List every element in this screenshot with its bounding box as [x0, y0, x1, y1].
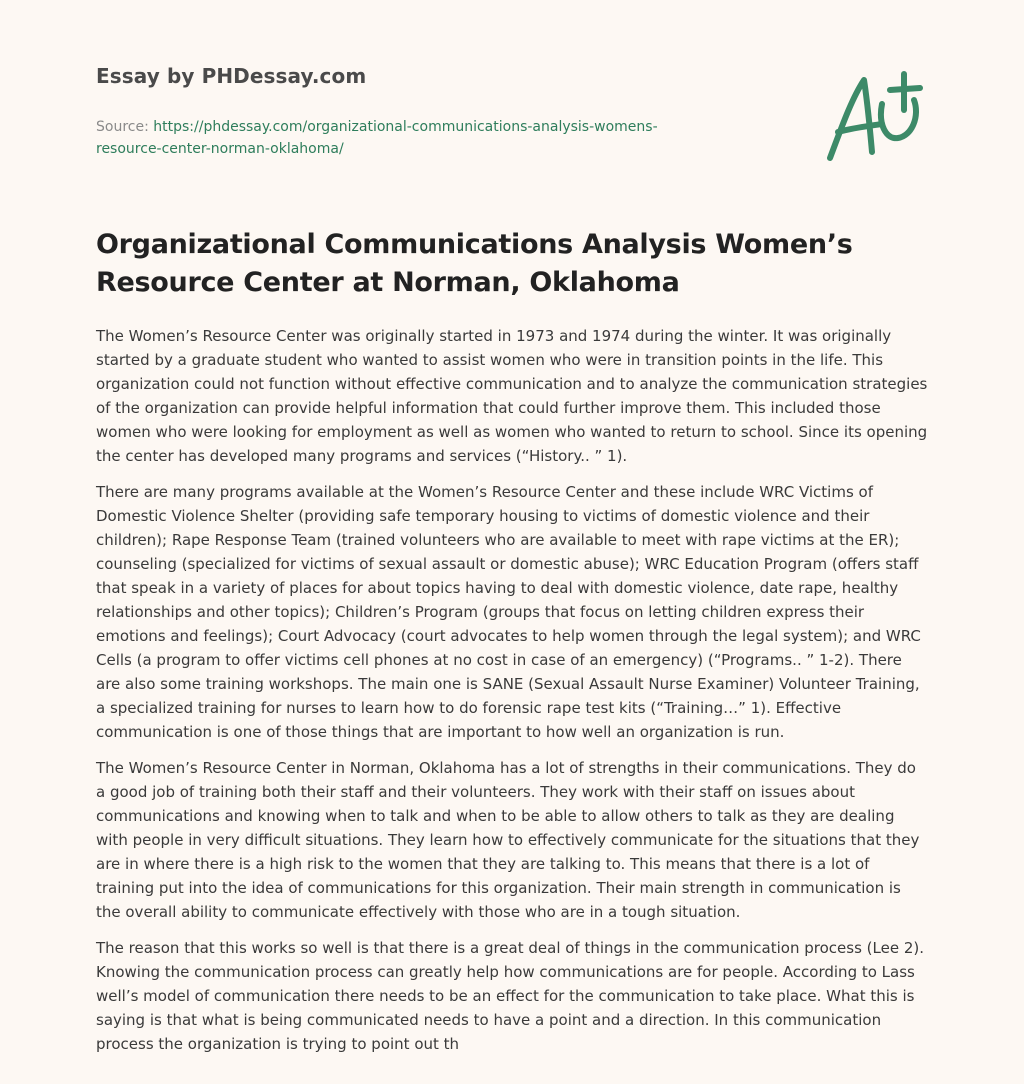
page-header — [96, 64, 796, 160]
paragraph: The Women’s Resource Center was originally started in 1973 and 1974 during the winter. It was originally started by a graduate student who wanted to assist women who were in transition points in the life. This organization could not function without effective communication and to analyze the communication strategies of the organization can provide helpful information that could further improve them. This included those women who were looking for employment as well as women who wanted to return to school. Since its opening the center has developed many programs and services (“History.. ” 1). — [96, 327, 928, 465]
paragraph: The reason that this works so well is that there is a great deal of things in the communication process (Lee 2). Knowing the communication process can greatly help how communications are for people. According to Lass well’s model of communication there needs to be an effect for the communication to take place. What this is saying is that what is being communicated needs to have a point and a direction. In this communication process the organization is trying to point out th — [96, 939, 924, 1053]
paragraph: There are many programs available at the Women’s Resource Center and these include WRC Victims of Domestic Violence Shelter (providing safe temporary housing to victims of domestic violence and their children); Rape Response Team (trained volunteers who are available to meet with rape victims at the ER); counseling (specialized for victims of sexual assault or domestic abuse); WRC Education Program (offers staff that speak in a variety of places for about topics having to deal with domestic violence, date rape, healthy relationships and other topics); Children’s Program (groups that focus on letting children express their emotions and feelings); Court Advocacy (court advocates to help women through the legal system); and WRC Cells (a program to offer victims cell phones at no cost in case of an emergency) (“Programs.. ” 1-2). There are also some training workshops. The main one is SANE (Sexual Assault Nurse Examiner) Volunteer Training, a specialized training for nurses to learn how to do forensic rape test kits (“Training…” 1). Effective communication is one of those things that are important to how well an organization is run. — [96, 483, 921, 741]
article-body — [96, 324, 928, 1068]
source-link[interactable] — [96, 119, 658, 157]
source-line — [96, 116, 716, 160]
a-plus-logo-icon — [820, 66, 930, 166]
article-title: Organizational Communications Analysis Women’s Resource Center at Norman, Oklahoma — [96, 229, 853, 298]
source-label: Source: — [96, 119, 149, 135]
source-url-line1: https://phdessay.com/organizational-communications-analysis-womens- — [153, 119, 658, 135]
paragraph: The Women’s Resource Center in Norman, Oklahoma has a lot of strengths in their communications. They do a good job of training both their staff and their volunteers. They work with their staff on issues about communications and knowing when to talk and when to be able to allow others to talk as they are dealing with people in very difficult situations. They learn how to effectively communicate for the situations that they are in where there is a high risk to the women that they are talking to. This means that there is a lot of training put into the idea of communications for this organization. Their main strength in communication is the overall ability to communicate effectively with those who are in a tough situation. — [96, 759, 920, 921]
site-title: Essay by PHDessay.com — [96, 64, 367, 88]
source-url-line2: resource-center-norman-oklahoma/ — [96, 141, 344, 157]
